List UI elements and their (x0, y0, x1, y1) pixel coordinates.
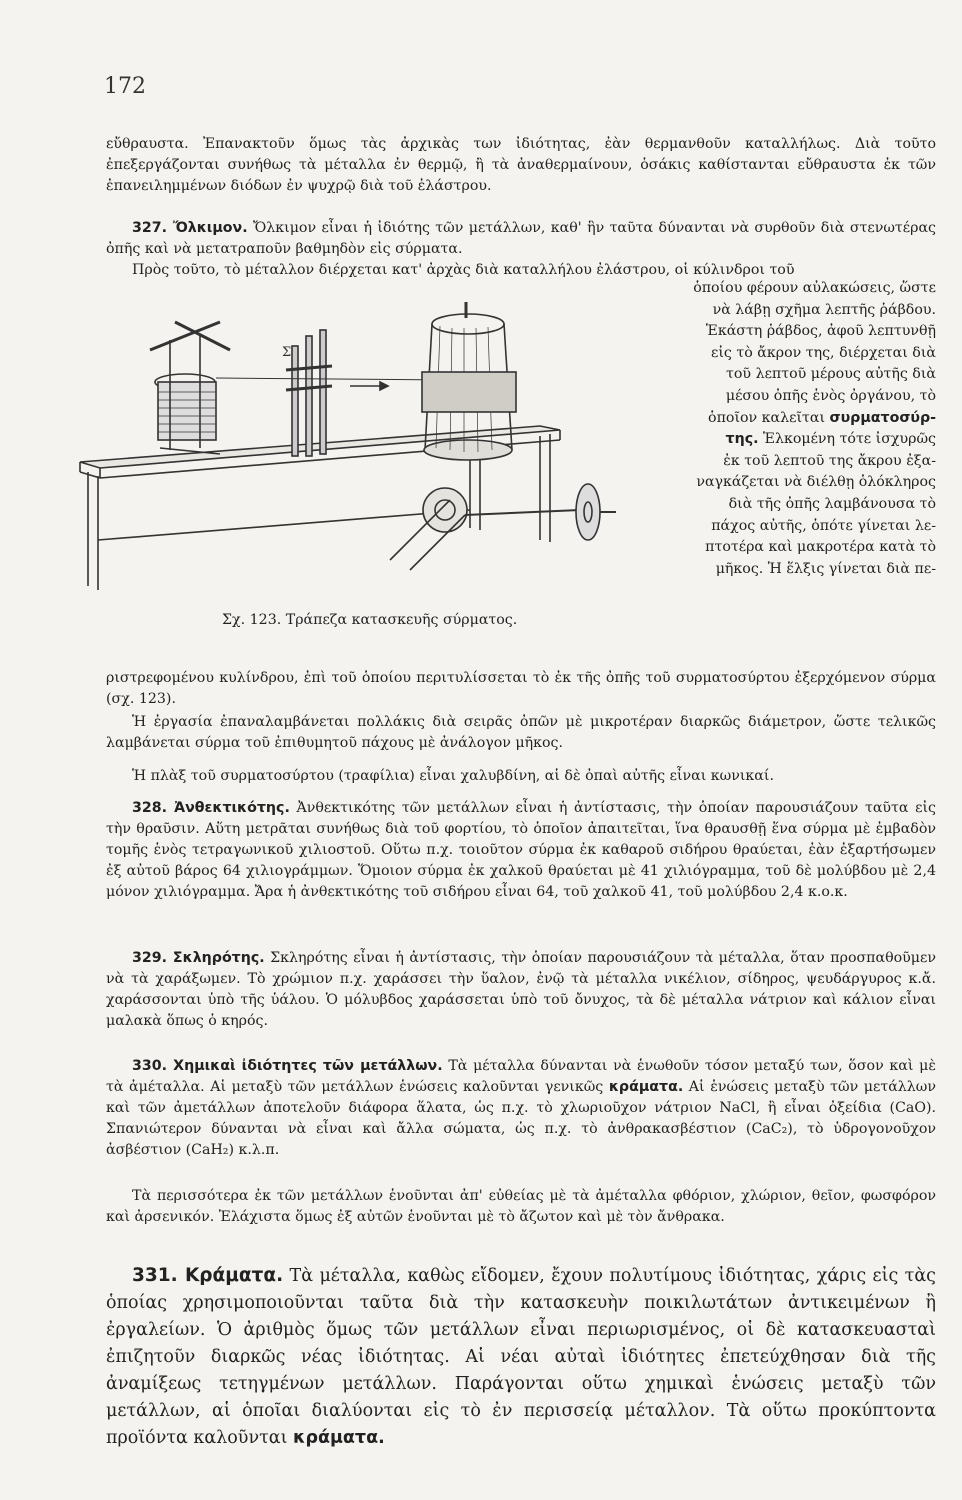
side-line: πτοτέρα καὶ μακροτέρα κατὰ τὸ (705, 539, 936, 556)
gear-icon (423, 488, 467, 532)
section-331-heading: 331. Κράματα. (132, 1265, 284, 1286)
side-line: εἰς τὸ ἄκρον της, διέρχεται διὰ (711, 344, 936, 361)
side-line: νὰ λάβῃ σχῆμα λεπτῆς ῥάβδου. (712, 301, 936, 318)
side-line: ναγκάζεται νὰ διέλθῃ ὁλόκληρος (696, 474, 936, 491)
term-alloys-331: κράματα. (293, 1428, 385, 1448)
section-328 (106, 798, 936, 903)
side-line: τοῦ λεπτοῦ μέρους αὐτῆς διὰ (726, 366, 936, 383)
section-327-p4: Ἡ πλὰξ τοῦ συρματοσύρτου (τραφίλια) εἶναι χαλυβδίνη, αἱ δὲ ὀπαὶ αὐτῆς εἶναι κωνικαί. (132, 768, 774, 784)
arrow-icon (380, 382, 388, 390)
take-up-drum (422, 372, 516, 412)
section-330 (106, 1056, 936, 1161)
side-line: Ἑλκομένη τότε ἰσχυρῶς (758, 431, 936, 448)
section-327-heading: 327. Ὄλκιμον. (132, 220, 248, 236)
side-line: πάχος αὐτῆς, ὁπότε γίνεται λε- (711, 517, 936, 534)
section-329-heading: 329. Σκληρότης. (132, 950, 265, 966)
section-328-heading: 328. Ἀνθεκτικότης. (132, 800, 290, 816)
section-331 (106, 1262, 936, 1452)
section-327-p3: Ἡ ἐργασία ἐπαναλαμβάνεται πολλάκις διὰ σειρᾶς ὀπῶν μὲ μικροτέραν διαρκῶς διάμετρον, ὥστε τελικῶς λαμβάνεται σύρμα τοῦ ἐπιθυμητοῦ πάχους μὲ ἀνάλογον μῆκος. (106, 714, 936, 751)
die-stand (292, 346, 298, 456)
section-329-text: Σκληρότης εἶναι ἡ ἀντίστασις, τὴν ὁποίαν παρουσιάζουν τὰ μέταλλα, ὅταν προσπαθοῦμεν νὰ τὰ χαράξωμεν. Τὸ χρώμιον π.χ. χαράσσει τὴν ὕαλον, ἐνῷ τὰ μέταλλα νικέλιον, σίδηρος, ψευδάργυρος κ.ἄ. χαράσσονται ὑπὸ τῆς ὑάλου. Ὁ μόλυβδος χαράσσεται ὑπὸ τοῦ ὄνυχος, τὰ δὲ μέταλλα νάτριον καὶ κάλιον εἶναι μαλακὰ ὅπως ὁ κηρός. (106, 950, 936, 1029)
side-line: μέσου ὀπῆς ἑνὸς ὀργάνου, τὸ (725, 387, 936, 404)
side-line: μῆκος. Ἡ ἕλξις γίνεται διὰ πε- (715, 560, 936, 577)
section-327-text: Ὄλκιμον εἶναι ἡ ἰδιότης τῶν μετάλλων, καθ' ἣν ταῦτα δύνανται νὰ συρθοῦν διὰ στενωτέρας ὀπῆς καὶ νὰ μετατραποῦν βαθμηδὸν εἰς σύρματα. (106, 220, 936, 257)
handwheel (576, 484, 600, 540)
page-number: 172 (104, 74, 146, 99)
term-wire-drawer: συρματοσύρ- (829, 409, 936, 426)
section-327 (106, 218, 936, 260)
side-line: ἐκ τοῦ λεπτοῦ της ἄκρου ἐξα- (723, 452, 936, 469)
term-alloys: κράματα. (608, 1079, 684, 1095)
section-331-text: Τὰ μέταλλα, καθὼς εἴδομεν, ἔχουν πολυτίμους ἰδιότητας, χάρις εἰς τὰς ὁποίας χρησιμοποιοῦνται ταῦτα διὰ τὴν κατασκευὴν ποικιλωτάτων ἀντικειμένων ἢ ἐργαλείων. Ὁ ἀριθμὸς ὅμως τῶν μετάλλων εἶναι περιωρισμένος, οἱ δὲ κατασκευασταὶ ἐπιζητοῦν διαρκῶς νέας ἰδιότητας. Αἱ νέαι αὐταὶ ἰδιότητες ἐπετεύχθησαν διὰ τῆς ἀναμίξεως τετηγμένων μετάλλων. Παράγονται οὕτω χημικαὶ ἑνώσεις μεταξὺ τῶν μετάλλων, αἱ ὁποῖαι διαλύονται εἰς τὸ ἐν περισσείᾳ μέταλλον. Τὰ οὕτω προκύπτοντα προϊόντα καλοῦνται (106, 1266, 936, 1448)
section-330-text-b: Αἱ ἑνώσεις μεταξὺ τῶν μετάλλων καὶ τῶν ἀμετάλλων ἀποτελοῦν διάφορα ἅλατα, ὡς π.χ. τὸ χλωριοῦχον νάτριον NaCl, ἢ εἶναι ὀξείδια (CaO). Σπανιώτερον δύνανται νὰ εἶναι καὶ ἄλλα σώματα, ὡς π.χ. τὸ ἀνθρακασβέστιον (CaC₂), τὸ ὑδρογονοῦχον ἀσβέστιον (CaH₂) κ.λ.π. (106, 1079, 936, 1158)
section-329 (106, 948, 936, 1032)
figure-label-sigma: Σ (282, 345, 292, 360)
section-330-p2: Τὰ περισσότερα ἐκ τῶν μετάλλων ἑνοῦνται ἀπ' εὐθείας μὲ τὰ ἀμέταλλα φθόριον, χλώριον, θεῖον, φωσφόρον καὶ ἀρσενικόν. Ἐλάχιστα ὅμως ἐξ αὐτῶν ἑνοῦνται μὲ τὸ ἄζωτον καὶ μὲ τὸν ἄνθρακα. (106, 1188, 936, 1225)
section-328-text: Ἀνθεκτικότης τῶν μετάλλων εἶναι ἡ ἀντίστασις, τὴν ὁποίαν παρουσιάζουν ταῦτα εἰς τὴν θραῦσιν. Αὕτη μετρᾶται συνήθως διὰ τοῦ φορτίου, τὸ ὁποῖον ἀπαιτεῖται, ἵνα θραυσθῇ ἕνα σύρμα μὲ ἐμβαδὸν τομῆς ἑνὸς τετραγωνικοῦ χιλιοστοῦ. Οὕτω π.χ. τοιοῦτον σύρμα ἐκ καθαροῦ σιδήρου θραύεται, ἐὰν ἐξαρτήσωμεν ἐξ αὐτοῦ βάρος 64 χιλιογράμμων. Ὅμοιον σύρμα ἐκ χαλκοῦ θραύεται μὲ 41 χιλιόγραμμα, τοῦ δὲ μολύβδου μὲ 2,4 μόνον χιλιόγραμμα. Ἄρα ἡ ἀνθεκτικότης τοῦ σιδήρου εἶναι 64, τοῦ χαλκοῦ 41, τοῦ μολύβδου 2,4 κ.ο.κ. (106, 800, 936, 900)
section-327-side-column (664, 278, 936, 580)
side-line: διὰ τῆς ὀπῆς λαμβάνουσα τὸ (728, 495, 936, 512)
wire (216, 378, 450, 380)
term-wire-drawer-end: της. (725, 431, 759, 448)
supply-reel (158, 382, 216, 440)
section-327-p2-rest: ριστρεφομένου κυλίνδρου, ἐπὶ τοῦ ὁποίου περιτυλίσσεται τὸ ἐκ τῆς ὀπῆς τοῦ συρματοσύρτου ἐξερχόμενον σύρμα (σχ. 123). (106, 670, 936, 707)
section-330-text-a: Τὰ μέταλλα δύνανται νὰ ἑνωθοῦν τόσον μεταξύ των, ὅσον καὶ μὲ τὰ ἀμέταλλα. Αἱ μεταξὺ τῶν μετάλλων ἑνώσεις καλοῦνται γενικῶς (106, 1058, 936, 1095)
wire-drawing-bench-figure (70, 300, 660, 612)
section-330-heading: 330. Χημικαὶ ἰδιότητες τῶν μετάλλων. (132, 1058, 443, 1074)
section-327-p2-first: Πρὸς τοῦτο, τὸ μέταλλον διέρχεται κατ' ἀρχὰς διὰ καταλλήλου ἐλάστρου, οἱ κύλινδροι τοῦ (132, 262, 795, 278)
side-line: ὁποίου φέρουν αὐλακώσεις, ὥστε (693, 280, 936, 296)
side-line: Ἑκάστη ῥάβδος, ἀφοῦ λεπτυνθῇ (705, 323, 936, 340)
intro-paragraph: εὔθραυστα. Ἐπανακτοῦν ὅμως τὰς ἀρχικὰς των ἰδιότητας, ἐὰν θερμανθοῦν καταλλήλως. Διὰ τοῦτο ἐπεξεργάζονται συνήθως τὰ μέταλλα ἐν θερμῷ, ἢ τὰ ἀναθερμαίνουν, ὁσάκις καθίστανται εὔθραυστα ἐκ τῶν ἐπανειλημμένων διόδων ἐν ψυχρῷ διὰ τοῦ ἐλάστρου. (106, 136, 936, 194)
side-line: ὁποῖον καλεῖται (708, 409, 826, 426)
figure-caption: Σχ. 123. Τράπεζα κατασκευῆς σύρματος. (222, 612, 518, 628)
